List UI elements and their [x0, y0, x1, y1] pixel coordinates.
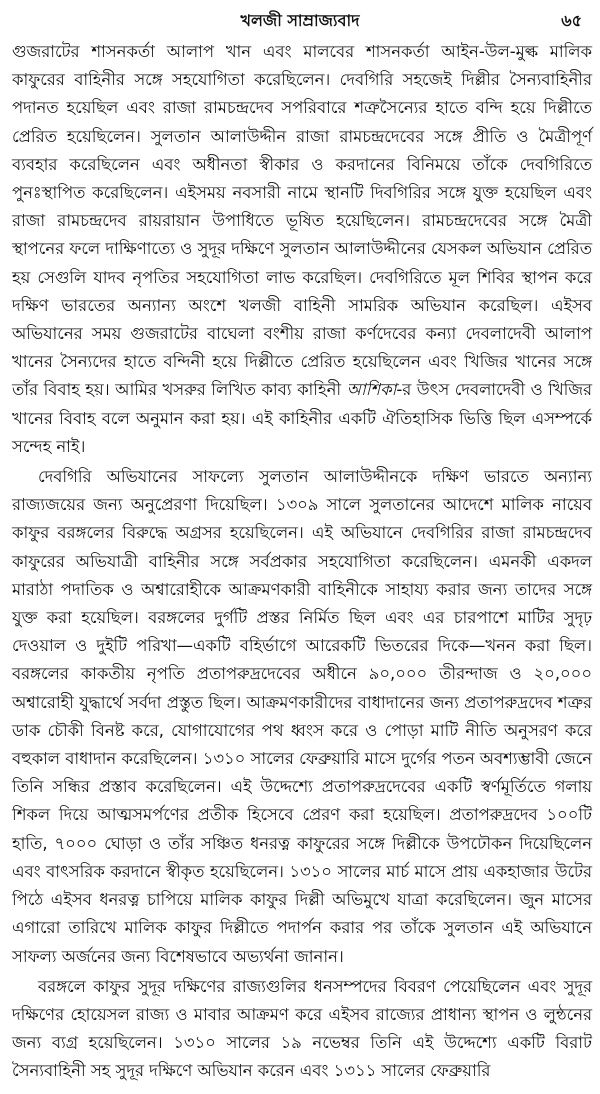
paragraph-2: দেবগিরি অভিযানের সাফল্যে সুলতান আলাউদ্দীনকে দক্ষিণ ভারতে অন্যান্য রাজ্যজয়ের জন্য অনুপ্রেরণা দিয়েছিল। ১৩০৯ সালে সুলতানের আদেশে মালিক নায়েব কাফুর বরঙ্গলের বিরুদ্ধে অগ্রসর হয়েছিলেন। এই অভিযানে দেবগিরির রাজা রামচন্দ্রদেব কাফুরের অভিযাত্রী বাহিনীর সঙ্গে সর্বপ্রকার সহযোগিতা করেছিলেন। এমনকী একদল মারাঠা পদাতিক ও অশ্বারোহীকে আক্রমণকারী বাহিনীকে সাহায্য করার জন্য তাদের সঙ্গে যুক্ত করা হয়েছিল। বরঙ্গলের দুর্গটি প্রস্তর নির্মিত ছিল এবং এর চারপাশে মাটির সুদৃঢ় দেওয়াল ও দুইটি পরিখা—একটি বহির্ভাগে আরেকটি ভিতরের দিকে—খনন করা ছিল। বরঙ্গলের কাকতীয় নৃপতি প্রতাপরুদ্রদেবের অধীনে ৯০,০০০ তীরন্দাজ ও ২০,০০০ অশ্বারোহী যুদ্ধার্থে সর্বদা প্রস্তুত ছিল। আক্রমণকারীদের বাধাদানের জন্য প্রতাপরুদ্রদেব শত্রুর ডাক চৌকী বিনষ্ট করে, যোগাযোগের পথ ধ্বংস করে ও পোড়া মাটি নীতি অনুসরণ করে বহুকাল বাধাদান করেছিলেন। ১৩১০ সালের ফেব্রুয়ারি মাসে দুর্গের পতন অবশ্যম্ভাবী জেনে তিনি সন্ধির প্রস্তাব করেছিলেন। এই উদ্দেশ্যে প্রতাপরুদ্রদেবের একটি স্বর্ণমূর্তিতে গলায় শিকল দিয়ে আত্মসমর্পণের প্রতীক হিসেবে প্রেরণ করা হয়েছিল। প্রতাপরুদ্রদেব ১০০টি হাতি, ৭০০০ ঘোড়া ও তাঁর সঞ্চিত ধনরত্ন কাফুরের সঙ্গে দিল্লীকে উপঢৌকন দিয়েছিলেন এবং বাৎসরিক করদানে স্বীকৃত হয়েছিলেন। ১৩১০ সালের মার্চ মাসে প্রায় একহাজার উটের পিঠে এইসব ধনরত্ন চাপিয়ে মালিক কাফুর দিল্লী অভিমুখে যাত্রা করেছিলেন। জুন মাসের এগারো তারিখে মালিক কাফুর দিল্লীতে পদার্পন করার পর তাঁকে সুলতান এই অভিযানে সাফল্য অর্জনের জন্য বিশেষভাবে অভ্যর্থনা জানান।	[12, 467, 592, 966]
paragraph-1-text: গুজরাটের শাসনকর্তা আলাপ খান এবং মালবের শাসনকর্তা আইন-উল-মুল্ক মালিক কাফুরের বাহিনীর সঙ্গে সহযোগিতা করেছিলেন। দেবগিরি সহজেই দিল্লীর সৈন্যবাহিনীর পদানত হয়েছিল এবং রাজা রামচন্দ্রদেব সপরিবারে শত্রুসৈন্যের হাতে বন্দি হয়ে দিল্লীতে প্রেরিত হয়েছিলেন। সুলতান আলাউদ্দীন রাজা রামচন্দ্রদেবের সঙ্গে প্রীতি ও মৈত্রীপূর্ণ ব্যবহার করেছিলেন এবং অধীনতা স্বীকার ও করদানের বিনিময়ে তাঁকে দেবগিরিতে পুনঃস্থাপিত করেছিলেন। এইসময় নবসারী নামে স্থানটি দিবগিরির সঙ্গে যুক্ত হয়েছিল এবং রাজা রামচন্দ্রদেব রায়রায়ান উপাধিতে ভূষিত হয়েছিলেন। রামচন্দ্রদেবের সঙ্গে মৈত্রী স্থাপনের ফলে দাক্ষিণাত্যে ও সুদূর দক্ষিণে সুলতান আলাউদ্দীনের যেসকল অভিযান প্রেরিত হয় সেগুলি যাদব নৃপতির সহযোগিতা লাভ করেছিল। দেবগিরিতে মূল শিবির স্থাপন করে দক্ষিণ ভারতের অন্যান্য অংশে খলজী বাহিনী সামরিক অভিযান করেছিল। এইসব অভিযানের সময় গুজরাটের বাঘেলা বংশীয় রাজা কর্ণদেবের কন্যা দেবলাদেবী আলাপ খানের সৈন্যদের হাতে বন্দিনী হয়ে দিল্লীতে প্রেরিত হয়েছিলেন এবং খিজির খানের সঙ্গে তাঁর বিবাহ হয়। আমির খসরুর লিখিত কাব্য কাহিনী	[12, 42, 592, 400]
paragraph-3: বরঙ্গলে কাফুর সুদূর দক্ষিণের রাজ্যগুলির ধনসম্পদের বিবরণ পেয়েছিলেন এবং সুদূর দক্ষিণের হোয়েসল রাজ্য ও মাবার আক্রমণ করে এইসব রাজ্যের প্রাধান্য স্থাপন ও লুন্ঠনের জন্য ব্যগ্র হয়েছিলেন। ১৩১০ সালের ১৯ নভেম্বর তিনি এই উদ্দেশ্যে একটি বিরাট সৈন্যবাহিনী সহ সুদূর দক্ষিণে অভিযান করেন এবং ১৩১১ সালের ফেব্রুয়ারি	[12, 976, 592, 1081]
paragraph-1-end: -র উৎস দেবলাদেবী ও খিজির খানের বিবাহ বলে অনুমান করা হয়। এই কাহিনীর একটি ঐতিহাসিক ভিত্তি ছিল এসম্পর্কে সন্দেহ নাই।	[12, 380, 592, 456]
paragraph-1	[12, 38, 592, 461]
page-number: ৬৫	[561, 11, 582, 30]
body-text	[12, 38, 592, 1086]
book-title-ashika: আশিকা	[346, 380, 397, 400]
running-header	[0, 8, 600, 36]
chapter-title: খলজী সাম্রাজ্যবাদ	[240, 11, 360, 30]
